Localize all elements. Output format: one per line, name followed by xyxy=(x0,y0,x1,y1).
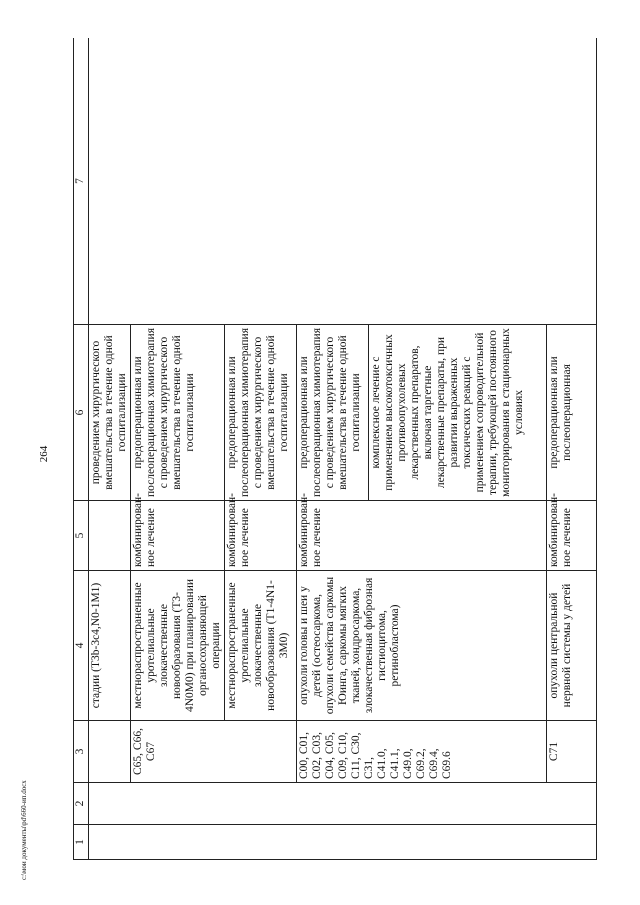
code-cell: C65, C66, C67 xyxy=(131,721,297,783)
diagnosis-cell: стадии (T3b-3c4,N0-1M1) xyxy=(89,571,131,721)
col2-cell xyxy=(89,783,597,825)
table-row xyxy=(89,38,131,860)
header-col-6: 6 xyxy=(74,325,89,501)
diagnosis-cell: опухоли головы и шеи у детей (остеосаркома, опухоли семейства саркомы Юинга, саркомы мягких тканей, хондросаркома, злокачественная фиброзная гистиоцитома, ретинобластома) xyxy=(297,571,547,721)
treatment-type-cell: комбинирован-ное лечение xyxy=(547,501,597,571)
header-col-7: 7 xyxy=(74,38,89,325)
footer-file-path: c:\мои документы\pd\660-ип.docx xyxy=(20,780,28,880)
page-number: 264 xyxy=(38,445,50,463)
col7-cell xyxy=(89,38,597,325)
method-cell: предоперационная или послеоперационная химиотерапия с проведением хирургического вмешательства в течение одной госпитализации xyxy=(131,325,225,501)
code-cell: C00, C01, C02, C03, C04, C05, C09, C10, C11, C30, C31, C41.0, C41.1, C49.0, C69.2, C69.4, C69.6 xyxy=(297,721,547,783)
treatment-type-cell: комбинирован-ное лечение xyxy=(225,501,297,571)
col1-cell xyxy=(89,825,597,860)
header-col-3: 3 xyxy=(74,721,89,783)
method-cell: предоперационная или послеоперационная химиотерапия с проведением хирургического вмешательства в течение одной госпитализации xyxy=(297,325,369,501)
treatment-type-cell xyxy=(89,501,131,571)
diagnosis-cell: местнораспространенные уротелиальные злокачественные новообразования (T3-4N0M0) при планировании органосохраняющей операции xyxy=(131,571,225,721)
method-cell: предоперационная или послеоперационная xyxy=(547,325,597,501)
code-cell xyxy=(89,721,131,783)
method-cell: проведением хирургического вмешательства в течение одной госпитализации xyxy=(89,325,131,501)
table-rotation-wrapper xyxy=(73,38,602,860)
treatment-type-cell: комбинирован-ное лечение xyxy=(131,501,225,571)
header-col-5: 5 xyxy=(74,501,89,571)
code-cell: C71 xyxy=(547,721,597,783)
treatment-type-cell: комбинирован-ное лечение xyxy=(297,501,547,571)
header-col-2: 2 xyxy=(74,783,89,825)
header-col-1: 1 xyxy=(74,825,89,860)
header-col-4: 4 xyxy=(74,571,89,721)
method-cell: комплексное лечение с применением высокотоксичных противоопухолевых лекарственных препаратов, включая таргетные лекарственные препараты, при развитии выраженных токсических реакций с применением сопроводительной терапии, требующей постоянного мониторирования в стационарных условиях xyxy=(369,325,547,501)
diagnosis-cell: местнораспространенные уротелиальные злокачественные новообразования (T1-4N1-3M0) xyxy=(225,571,297,721)
diagnosis-cell: опухоли центральной нервной системы у детей xyxy=(547,571,597,721)
rotated-table-frame xyxy=(73,38,602,860)
header-row xyxy=(74,38,89,860)
medical-care-table xyxy=(73,38,597,860)
method-cell: предоперационная или послеоперационная химиотерапия с проведением хирургического вмешательства в течение одной госпитализации xyxy=(225,325,297,501)
